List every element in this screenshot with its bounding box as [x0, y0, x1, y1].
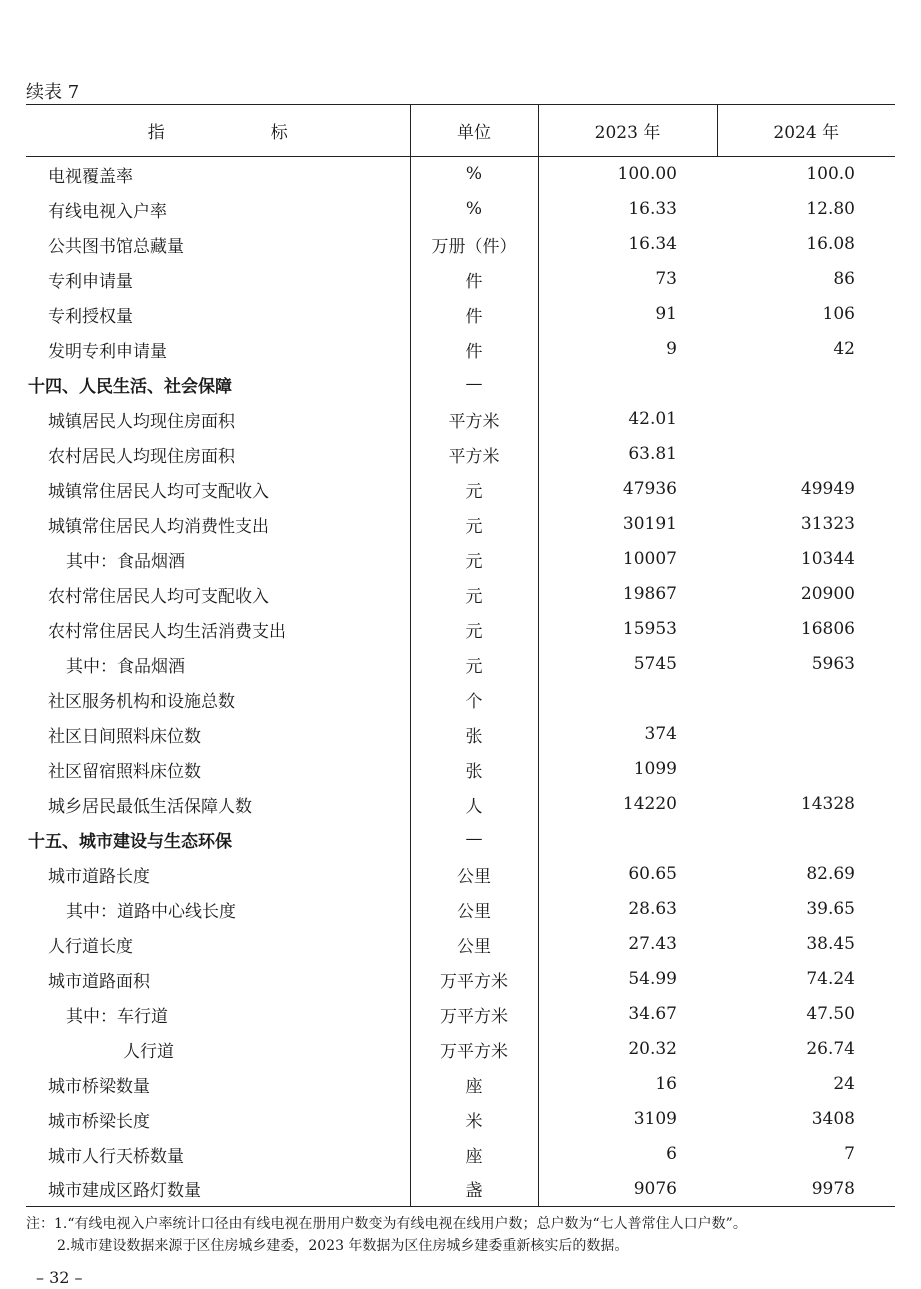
- value-2023-cell: 63.81: [538, 437, 717, 472]
- indicator-name: 其中：车行道: [66, 1006, 168, 1027]
- indicator-name: 社区日间照料床位数: [48, 726, 201, 747]
- unit-cell: %: [410, 192, 538, 227]
- unit-cell: %: [410, 157, 538, 192]
- table-row: [26, 857, 895, 892]
- value-2024-cell: [717, 752, 895, 787]
- value-2023-cell: 60.65: [538, 857, 717, 892]
- value-2024-cell: 5963: [811, 654, 855, 674]
- value-2024-cell: 106: [822, 304, 855, 324]
- indicator-name: 城镇常住居民人均可支配收入: [48, 481, 269, 502]
- indicator-name: 城市桥梁数量: [48, 1076, 150, 1097]
- value-2023-cell: 14220: [538, 787, 717, 822]
- table-caption: 续表 7: [26, 82, 80, 103]
- value-2023-cell: 28.63: [538, 892, 717, 927]
- table-row: [26, 507, 895, 542]
- unit-cell: 元: [410, 612, 538, 647]
- value-2023-cell: 73: [538, 262, 717, 297]
- table-row: [26, 927, 895, 962]
- indicator-name: 其中：食品烟酒: [66, 551, 185, 572]
- unit-cell: 元: [410, 542, 538, 577]
- indicator-name: 发明专利申请量: [48, 341, 167, 362]
- value-2023-cell: [538, 682, 717, 717]
- unit-cell: 件: [410, 297, 538, 332]
- indicator-name: 专利授权量: [48, 306, 133, 327]
- unit-cell: —: [410, 367, 538, 402]
- unit-cell: 张: [410, 717, 538, 752]
- value-2024-cell: 26.74: [806, 1039, 855, 1059]
- indicator-name: 十四、人民生活、社会保障: [28, 376, 232, 397]
- table-header-row: [26, 105, 895, 157]
- unit-cell: 米: [410, 1102, 538, 1137]
- value-2023-cell: 30191: [538, 507, 717, 542]
- value-2023-cell: 9076: [538, 1172, 717, 1207]
- header-indicator-char-2: 标: [270, 123, 288, 143]
- indicator-name: 十五、城市建设与生态环保: [28, 831, 232, 852]
- unit-cell: 座: [410, 1067, 538, 1102]
- indicator-name: 城镇居民人均现住房面积: [48, 411, 235, 432]
- header-year-2023: 2023 年: [538, 105, 717, 157]
- indicator-name: 城市道路长度: [48, 866, 150, 887]
- value-2024-cell: 38.45: [806, 934, 855, 954]
- table-row: [26, 297, 895, 332]
- value-2023-cell: 374: [538, 717, 717, 752]
- value-2024-cell: [717, 682, 895, 717]
- table-row: [26, 402, 895, 437]
- value-2023-cell: 6: [538, 1137, 717, 1172]
- value-2024-cell: 16806: [800, 619, 855, 639]
- value-2024-cell: 42: [833, 339, 855, 359]
- indicator-name: 城镇常住居民人均消费性支出: [48, 516, 269, 537]
- table-row: [26, 542, 895, 577]
- value-2023-cell: 1099: [538, 752, 717, 787]
- table-row: [26, 647, 895, 682]
- header-year-2024: 2024 年: [717, 105, 895, 157]
- indicator-name: 人行道长度: [48, 936, 133, 957]
- unit-cell: 万平方米: [410, 997, 538, 1032]
- section-heading-row: [26, 822, 895, 857]
- value-2024-cell: [717, 437, 895, 472]
- value-2024-cell: 49949: [800, 479, 855, 499]
- table-row: [26, 472, 895, 507]
- value-2024-cell: 74.24: [806, 969, 855, 989]
- value-2023-cell: 54.99: [538, 962, 717, 997]
- value-2024-cell: 12.80: [806, 199, 855, 219]
- value-2023-cell: 9: [538, 332, 717, 367]
- table-row: [26, 717, 895, 752]
- value-2023-cell: 27.43: [538, 927, 717, 962]
- value-2024-cell: [717, 367, 895, 402]
- table-row: [26, 192, 895, 227]
- header-indicator-char-1: 指: [147, 123, 165, 143]
- section-heading-row: [26, 367, 895, 402]
- unit-cell: 公里: [410, 857, 538, 892]
- indicator-name: 城市桥梁长度: [48, 1111, 150, 1132]
- unit-cell: 元: [410, 507, 538, 542]
- indicator-name: 有线电视入户率: [48, 201, 167, 222]
- indicator-name: 其中：道路中心线长度: [66, 901, 236, 922]
- unit-cell: 平方米: [410, 437, 538, 472]
- value-2024-cell: 16.08: [806, 234, 855, 254]
- statistics-table: [26, 104, 895, 1207]
- value-2024-cell: 24: [833, 1074, 855, 1094]
- value-2024-cell: 39.65: [806, 899, 855, 919]
- unit-cell: 公里: [410, 927, 538, 962]
- value-2024-cell: [717, 717, 895, 752]
- value-2024-cell: 7: [844, 1144, 855, 1164]
- value-2024-cell: 3408: [811, 1109, 855, 1129]
- table-row: [26, 612, 895, 647]
- unit-cell: 元: [410, 647, 538, 682]
- table-row: [26, 752, 895, 787]
- value-2024-cell: 86: [833, 269, 855, 289]
- table-row: [26, 997, 895, 1032]
- unit-cell: 张: [410, 752, 538, 787]
- indicator-name: 城乡居民最低生活保障人数: [48, 796, 252, 817]
- table-row: [26, 1067, 895, 1102]
- value-2024-cell: 14328: [800, 794, 855, 814]
- table-row: [26, 1102, 895, 1137]
- unit-cell: 万平方米: [410, 1032, 538, 1067]
- table-row: [26, 332, 895, 367]
- unit-cell: 座: [410, 1137, 538, 1172]
- value-2023-cell: 16.34: [538, 227, 717, 262]
- unit-cell: —: [410, 822, 538, 857]
- note-1: 注：1.“有线电视入户率统计口径由有线电视在册用户数变为有线电视在线用户数；总户数为“七人普常住人口户数”。: [26, 1216, 747, 1232]
- table-row: [26, 962, 895, 997]
- value-2023-cell: [538, 367, 717, 402]
- indicator-name: 公共图书馆总藏量: [48, 236, 184, 257]
- value-2023-cell: 16: [538, 1067, 717, 1102]
- unit-cell: 万册（件）: [410, 227, 538, 262]
- value-2024-cell: [717, 822, 895, 857]
- value-2024-cell: 47.50: [806, 1004, 855, 1024]
- table-row: [26, 787, 895, 822]
- table-row: [26, 1137, 895, 1172]
- indicator-name: 农村常住居民人均可支配收入: [48, 586, 269, 607]
- indicator-name: 电视覆盖率: [48, 166, 133, 187]
- unit-cell: 万平方米: [410, 962, 538, 997]
- indicator-name: 农村常住居民人均生活消费支出: [48, 621, 286, 642]
- value-2023-cell: 10007: [538, 542, 717, 577]
- note-2: 2.城市建设数据来源于区住房城乡建委，2023 年数据为区住房城乡建委重新核实后的数据。: [57, 1238, 629, 1254]
- indicator-name: 社区留宿照料床位数: [48, 761, 201, 782]
- page-number: – 32 –: [36, 1268, 83, 1287]
- header-unit: 单位: [410, 105, 538, 157]
- unit-cell: 件: [410, 262, 538, 297]
- unit-cell: 平方米: [410, 402, 538, 437]
- unit-cell: 元: [410, 577, 538, 612]
- indicator-name: 其中：食品烟酒: [66, 656, 185, 677]
- indicator-name: 人行道: [123, 1041, 174, 1062]
- table-row: [26, 1032, 895, 1067]
- unit-cell: 元: [410, 472, 538, 507]
- indicator-name: 城市人行天桥数量: [48, 1146, 184, 1167]
- table-row: [26, 577, 895, 612]
- value-2023-cell: 47936: [538, 472, 717, 507]
- table-row: [26, 437, 895, 472]
- unit-cell: 公里: [410, 892, 538, 927]
- value-2024-cell: 10344: [800, 549, 855, 569]
- value-2024-cell: 100.0: [806, 164, 855, 185]
- table-row: [26, 892, 895, 927]
- value-2023-cell: 5745: [538, 647, 717, 682]
- table-notes: [26, 1213, 747, 1257]
- value-2023-cell: [538, 822, 717, 857]
- value-2023-cell: 16.33: [538, 192, 717, 227]
- table-row: [26, 262, 895, 297]
- header-indicator: [26, 105, 410, 157]
- unit-cell: 盏: [410, 1172, 538, 1207]
- indicator-name: 农村居民人均现住房面积: [48, 446, 235, 467]
- table-row: [26, 682, 895, 717]
- value-2023-cell: 91: [538, 297, 717, 332]
- unit-cell: 个: [410, 682, 538, 717]
- table-row: [26, 1172, 895, 1207]
- indicator-name: 专利申请量: [48, 271, 133, 292]
- value-2023-cell: 100.00: [538, 157, 717, 192]
- indicator-name: 社区服务机构和设施总数: [48, 691, 235, 712]
- value-2023-cell: 42.01: [538, 402, 717, 437]
- value-2023-cell: 3109: [538, 1102, 717, 1137]
- value-2024-cell: 82.69: [806, 864, 855, 884]
- indicator-name: 城市建成区路灯数量: [26, 1172, 410, 1207]
- value-2023-cell: 34.67: [538, 997, 717, 1032]
- value-2023-cell: 20.32: [538, 1032, 717, 1067]
- indicator-name: 城市道路面积: [48, 971, 150, 992]
- value-2023-cell: 19867: [538, 577, 717, 612]
- table-body: [26, 157, 895, 1207]
- value-2024-cell: 20900: [800, 584, 855, 604]
- value-2024-cell: 31323: [800, 514, 855, 534]
- value-2023-cell: 15953: [538, 612, 717, 647]
- value-2024-cell: [717, 402, 895, 437]
- value-2024-cell: 9978: [717, 1172, 895, 1207]
- unit-cell: 人: [410, 787, 538, 822]
- table-row: [26, 157, 895, 192]
- unit-cell: 件: [410, 332, 538, 367]
- table-row: [26, 227, 895, 262]
